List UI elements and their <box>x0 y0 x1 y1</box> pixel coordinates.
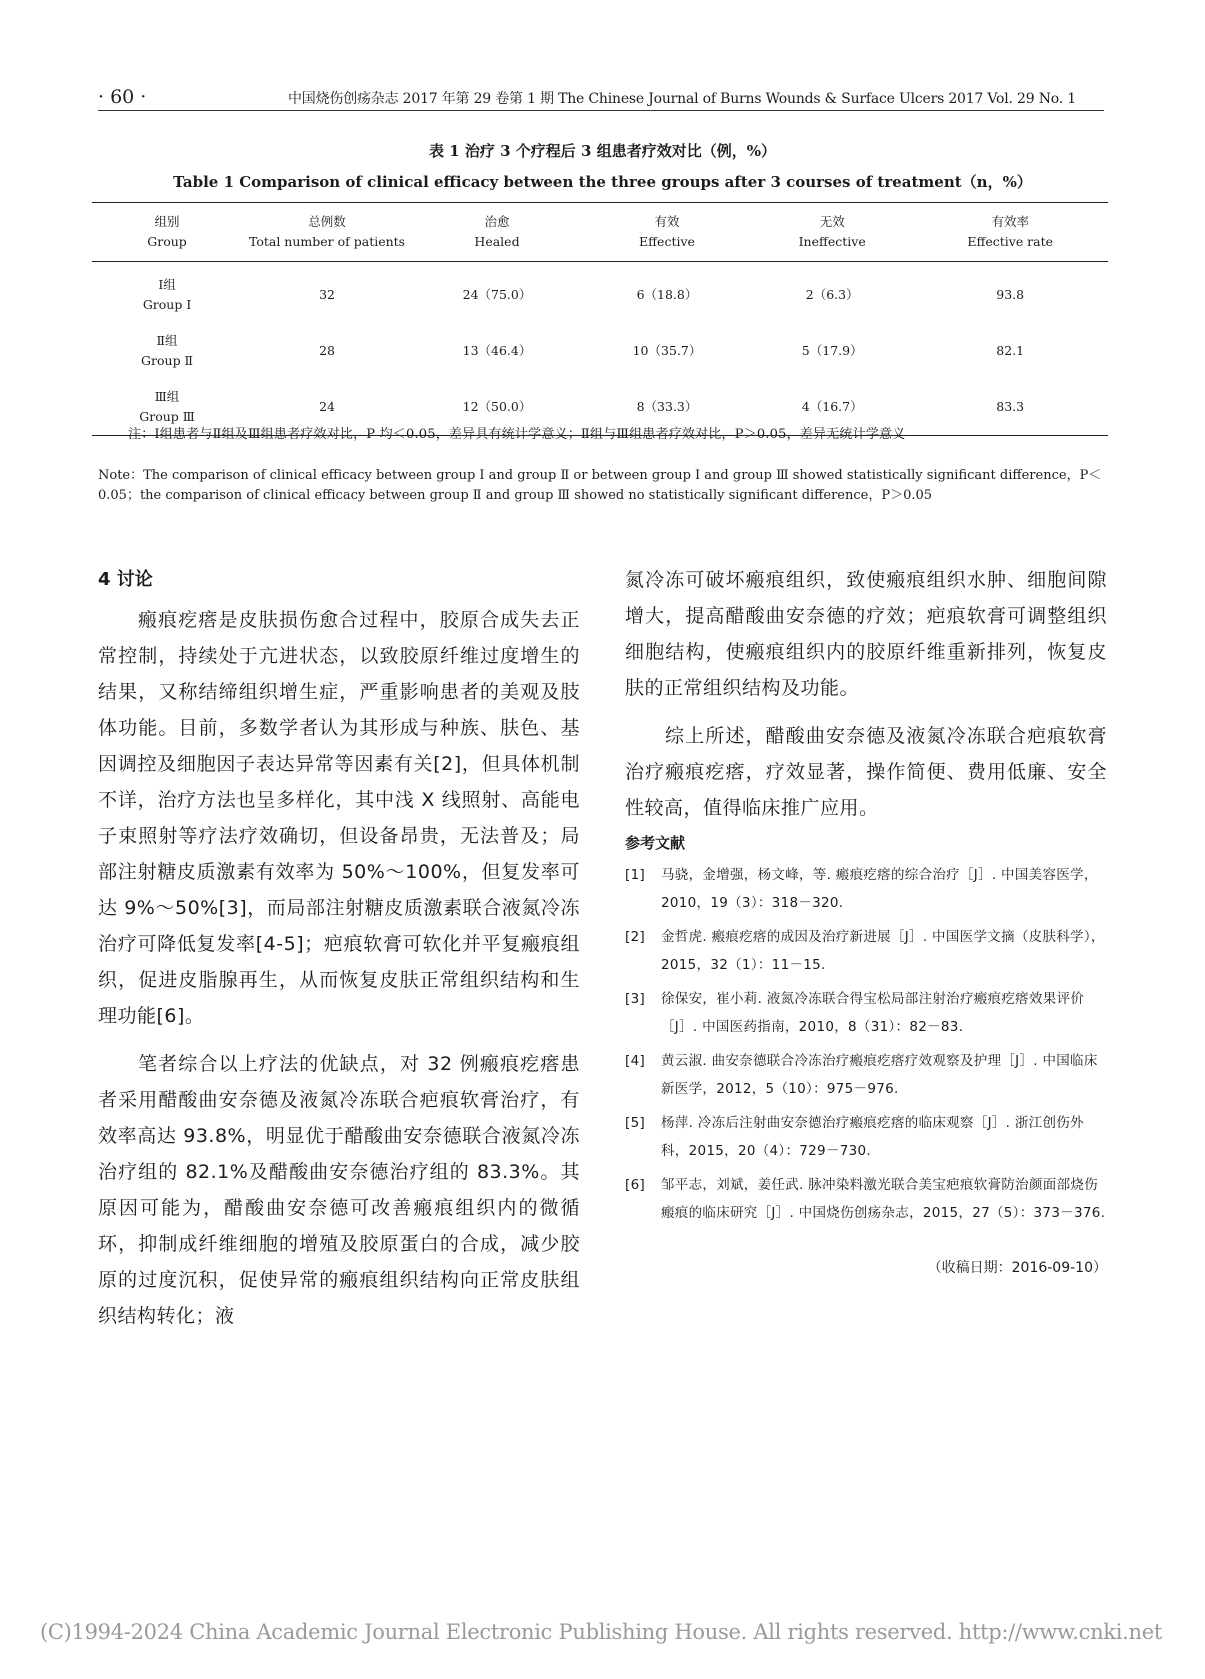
reference-item <box>625 923 1107 979</box>
left-column <box>98 568 580 1334</box>
column-header: 治愈 Healed <box>412 203 582 262</box>
column-header: 组别 Group <box>92 203 242 262</box>
total-cell: 32 <box>319 287 335 302</box>
reference-number: [3] <box>625 991 646 1007</box>
table-row <box>92 262 1108 324</box>
total-cell: 28 <box>319 343 335 358</box>
effective-cell: 10（35.7） <box>632 343 702 358</box>
effective-cell: 8（33.3） <box>582 379 752 436</box>
total-cell: 24 <box>242 379 412 436</box>
reference-text: 徐保安，崔小莉. 液氮冷冻联合得宝松局部注射治疗瘢痕疙瘩效果评价［J］. 中国医药指南，2010，8（31）：82－83. <box>661 991 1085 1035</box>
received-date: （收稿日期：2016-09-10） <box>927 1260 1107 1276</box>
healed-cell: 12（50.0） <box>412 379 582 436</box>
copyright-footer: (C)1994-2024 China Academic Journal Electronic Publishing House. All rights reserved. http://www.cnki.net <box>40 1620 1163 1644</box>
body-paragraph: 氮冷冻可破坏瘢痕组织，致使瘢痕组织水肿、细胞间隙增大，提高醋酸曲安奈德的疗效；疤痕软膏可调整组织细胞结构，使瘢痕组织内的胶原纤维重新排列，恢复皮肤的正常组织结构及功能。 <box>625 569 1107 699</box>
references-heading: 参考文献 <box>625 834 686 852</box>
reference-item <box>625 861 1107 917</box>
reference-text: 金哲虎. 瘢痕疙瘩的成因及治疗新进展［J］. 中国医学文摘（皮肤科学），2015，32（1）：11－15. <box>661 929 1105 973</box>
rate-cell: 83.3 <box>912 379 1108 436</box>
reference-item <box>625 1171 1107 1227</box>
section-title: 4 讨论 <box>98 569 153 590</box>
table-note-en: Note：The comparison of clinical efficacy between group Ⅰ and group Ⅱ or between group Ⅰ and group Ⅲ showed statistically significant difference，P＜0.05；the comparison of clinical efficacy between group Ⅱ and group Ⅲ showed no statistically significant difference，P＞0.05 <box>98 468 1102 503</box>
body-paragraph: 瘢痕疙瘩是皮肤损伤愈合过程中，胶原合成失去正常控制，持续处于亢进状态，以致胶原纤维过度增生的结果，又称结缔组织增生症，严重影响患者的美观及肢体功能。目前，多数学者认为其形成与种族、肤色、基因调控及细胞因子表达异常等因素有关[2]，但具体机制不详，治疗方法也呈多样化，其中浅 X 线照射、高能电子束照射等疗法疗效确切，但设备昂贵，无法普及；局部注射糖皮质激素有效率为 50%～100%，但复发率可达 9%～50%[3]，而局部注射糖皮质激素联合液氮冷冻治疗可降低复发率[4-5]；疤痕软膏可软化并平复瘢痕组织，促进皮脂腺再生，从而恢复皮肤正常组织结构和生理功能[6]。 <box>98 609 580 1027</box>
effective-cell: 6（18.8） <box>636 287 698 302</box>
ineffective-cell: 4（16.7） <box>752 379 912 436</box>
table-note-cn: 注：Ⅰ组患者与Ⅱ组及Ⅲ组患者疗效对比，P 均＜0.05，差异具有统计学意义；Ⅱ组与Ⅲ组患者疗效对比，P＞0.05，差异无统计学意义 <box>128 427 906 442</box>
column-header: 有效率 Effective rate <box>912 203 1108 262</box>
table-row <box>92 323 1108 379</box>
running-title: 中国烧伤创疡杂志 2017 年第 29 卷第 1 期 The Chinese Journal of Burns Wounds & Surface Ulcers 2017 Vol. 29 No. 1 <box>288 91 1076 107</box>
reference-text: 邹平志，刘斌，姜任武. 脉冲染料激光联合美宝疤痕软膏防治颜面部烧伤瘢痕的临床研究［J］. 中国烧伤创疡杂志，2015，27（5）：373－376. <box>661 1177 1106 1221</box>
reference-text: 黄云淑. 曲安奈德联合冷冻治疗瘢痕疙瘩疗效观察及护理［J］. 中国临床新医学，2012，5（10）：975－976. <box>661 1053 1098 1097</box>
column-header: 总例数 Total number of patients <box>242 203 412 262</box>
healed-cell: 24（75.0） <box>462 287 532 302</box>
group-cell: Ⅱ组 Group Ⅱ <box>141 333 194 368</box>
reference-number: [6] <box>625 1177 646 1193</box>
column-header: 无效 Ineffective <box>752 203 912 262</box>
efficacy-table <box>92 202 1108 436</box>
reference-number: [2] <box>625 929 646 945</box>
header-rule <box>98 110 1104 111</box>
group-cell: Ⅰ组 Group Ⅰ <box>142 277 192 312</box>
reference-number: [5] <box>625 1115 646 1131</box>
column-header: 有效 Effective <box>582 203 752 262</box>
reference-text: 马骁，金增强，杨文峰，等. 瘢痕疙瘩的综合治疗［J］. 中国美容医学，2010，19（3）：318－320. <box>661 867 1098 911</box>
reference-item <box>625 1109 1107 1165</box>
body-paragraph: 笔者综合以上疗法的优缺点，对 32 例瘢痕疙瘩患者采用醋酸曲安奈德及液氮冷冻联合疤痕软膏治疗，有效率高达 93.8%，明显优于醋酸曲安奈德联合液氮冷冻治疗组的 82.1%及醋酸曲安奈德治疗组的 83.3%。其原因可能为，醋酸曲安奈德可改善瘢痕组织内的微循环，抑制成纤维细胞的增殖及胶原蛋白的合成，减少胶原的过度沉积，促使异常的瘢痕组织结构向正常皮肤组织结构转化；液 <box>98 1053 580 1327</box>
reference-item <box>625 985 1107 1041</box>
table-caption-en: Table 1 Comparison of clinical efficacy between the three groups after 3 courses of treatment（n，%） <box>173 173 1032 191</box>
reference-number: [4] <box>625 1053 646 1069</box>
rate-cell: 82.1 <box>996 343 1025 358</box>
table-caption-cn: 表 1 治疗 3 个疗程后 3 组患者疗效对比（例，%） <box>429 142 776 160</box>
ineffective-cell: 2（6.3） <box>805 287 859 302</box>
body-paragraph: 综上所述，醋酸曲安奈德及液氮冷冻联合疤痕软膏治疗瘢痕疙瘩，疗效显著，操作简便、费用低廉、安全性较高，值得临床推广应用。 <box>625 725 1107 819</box>
group-cell: Ⅲ组 Group Ⅲ <box>92 379 242 436</box>
right-column <box>625 562 1107 1277</box>
reference-number: [1] <box>625 867 646 883</box>
reference-text: 杨萍. 冷冻后注射曲安奈德治疗瘢痕疙瘩的临床观察［J］. 浙江创伤外科，2015，20（4）：729－730. <box>661 1115 1084 1159</box>
table-header-row <box>92 203 1108 262</box>
page-number: · 60 · <box>98 86 147 108</box>
ineffective-cell: 5（17.9） <box>801 343 863 358</box>
reference-item <box>625 1047 1107 1103</box>
reference-list <box>625 861 1107 1227</box>
rate-cell: 93.8 <box>996 287 1025 302</box>
healed-cell: 13（46.4） <box>462 343 532 358</box>
